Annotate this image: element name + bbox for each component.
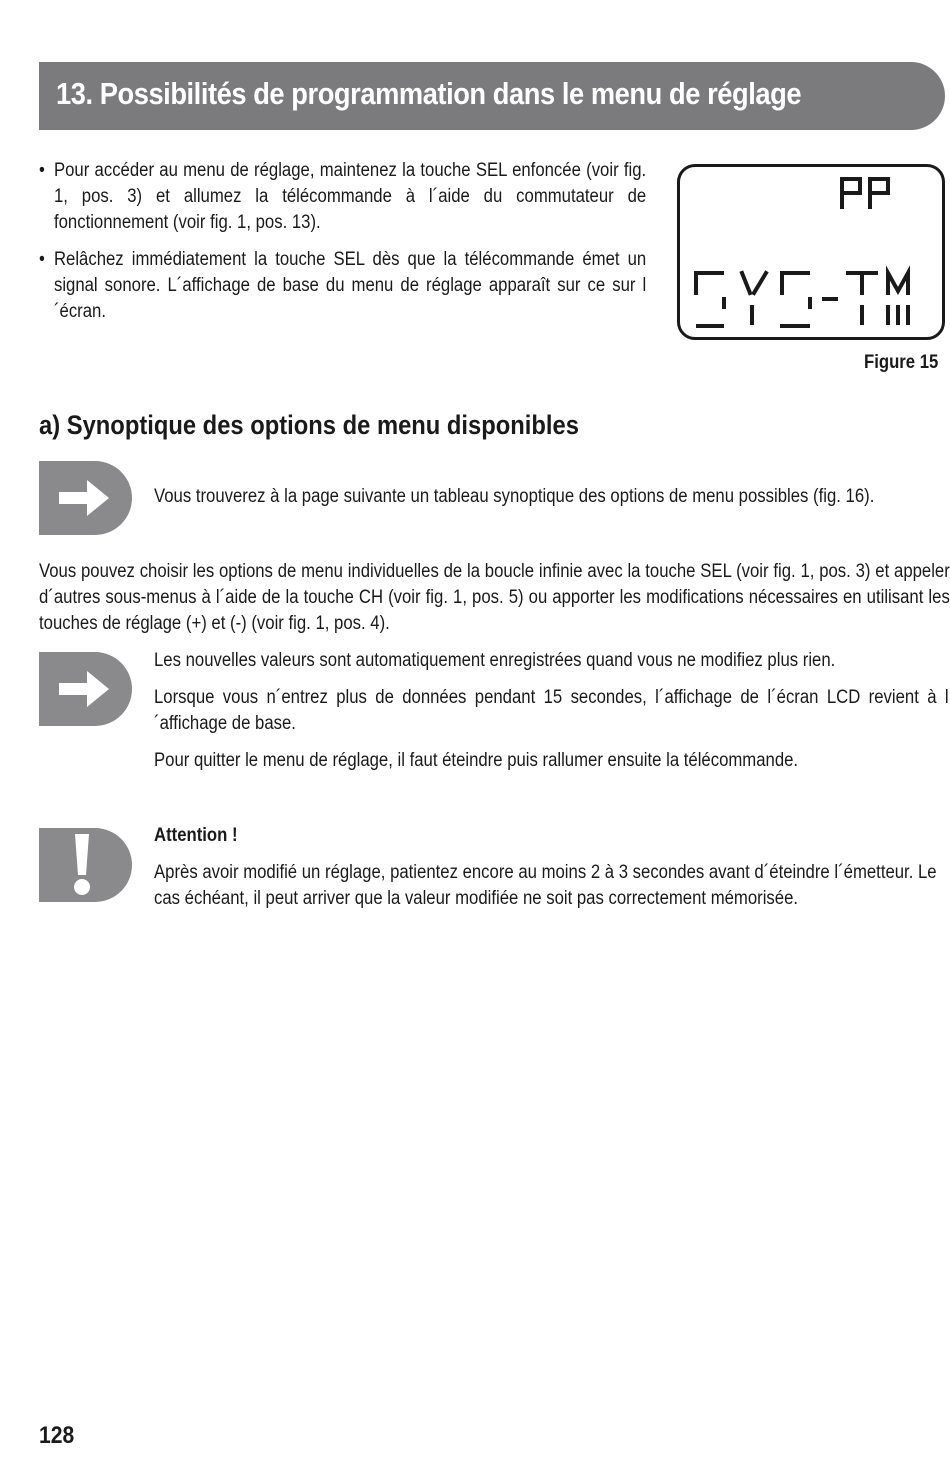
attention-block bbox=[154, 823, 949, 923]
attention-title: Attention ! bbox=[154, 825, 238, 846]
figure-caption: Figure 15 bbox=[863, 352, 938, 373]
lcd-display-figure bbox=[677, 164, 945, 340]
note-line: Pour quitter le menu de réglage, il faut éteindre puis rallumer ensuite la télécommande. bbox=[154, 750, 799, 771]
arrow-right-icon bbox=[39, 461, 132, 535]
section-title: a) Synoptique des options de menu disponibles bbox=[39, 410, 579, 440]
arrow-right-icon bbox=[39, 652, 132, 726]
lcd-segments bbox=[680, 167, 942, 337]
note-line: Lorsque vous n´entrez plus de données pendant 15 secondes, l´affichage de l´écran LCD revient à l´affichage de base. bbox=[154, 687, 949, 734]
exclamation-icon bbox=[39, 828, 132, 902]
bullet-text: Relâchez immédiatement la touche SEL dès que la télécommande émet un signal sonore. L´affichage de base du menu de réglage apparaît sur ce sur l´écran. bbox=[53, 249, 647, 322]
section-header bbox=[39, 62, 945, 130]
bullet-dot: • bbox=[39, 249, 45, 270]
warning-icon-box bbox=[39, 828, 132, 902]
lcd-pp-segments bbox=[842, 179, 888, 207]
page-title: 13. Possibilités de programmation dans le menu de réglage bbox=[56, 76, 802, 111]
lcd-sys-tm-segments bbox=[696, 273, 908, 326]
list-item bbox=[39, 247, 646, 325]
page-number: 128 bbox=[39, 1422, 75, 1449]
bullet-dot: • bbox=[39, 160, 45, 181]
attention-text: Après avoir modifié un réglage, patientez encore au moins 2 à 3 secondes avant d´éteindre l´émetteur. Le cas échéant, il peut arriver que la valeur modifiée ne soit pas correctement mémorisée. bbox=[154, 862, 937, 909]
note-icon-box bbox=[39, 461, 132, 535]
note-block bbox=[154, 648, 949, 785]
bullet-list bbox=[39, 158, 729, 336]
note-icon-box bbox=[39, 652, 132, 726]
bullet-list-inner bbox=[39, 158, 646, 325]
note-text: Vous trouverez à la page suivante un tableau synoptique des options de menu possibles (fig. 16). bbox=[154, 486, 875, 507]
note-line: Les nouvelles valeurs sont automatiquement enregistrées quand vous ne modifiez plus rien. bbox=[154, 650, 836, 671]
bullet-text: Pour accéder au menu de réglage, maintenez la touche SEL enfoncée (voir fig. 1, pos. 3) et allumez la télécommande à l´aide du commutateur de fonctionnement (voir fig. 1, pos. 13). bbox=[53, 160, 647, 233]
list-item bbox=[39, 158, 646, 236]
body-paragraph: Vous pouvez choisir les options de menu individuelles de la boucle infinie avec la touche SEL (voir fig. 1, pos. 3) et appeler d´autres sous-menus à l´aide de la touche CH (voir fig. 1, pos. 5) ou apporter les modifications nécessaires en utilisant les touches de réglage (+) et (-) (voir fig. 1, pos. 4). bbox=[39, 561, 950, 634]
